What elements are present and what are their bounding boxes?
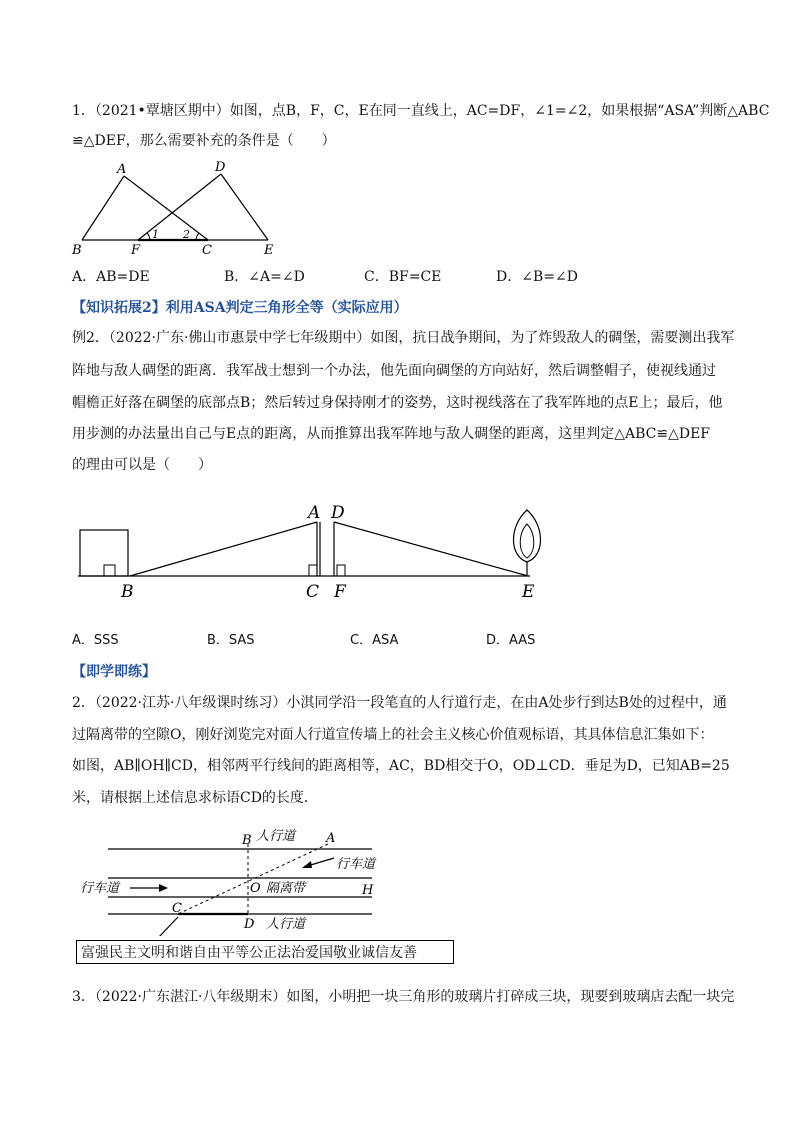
- sidewalk-bottom-label: 人行道: [266, 917, 306, 932]
- q1-choice-b[interactable]: B．∠A=∠D: [224, 269, 305, 285]
- label-e: E: [522, 582, 535, 602]
- ex2-choice-c[interactable]: C．ASA: [350, 633, 399, 648]
- ex2-line-4: 用步测的办法量出自己与E点的距离，从而推算出我军阵地与敌人碉堡的距离，这里判定△ABC≌△DEF: [72, 426, 711, 442]
- q1-line-1: 1．（2021•覃塘区期中）如图，点B，F，C，E在同一直线上，AC=DF，∠1=∠2，如果根据“ASA”判断△ABC: [72, 103, 770, 119]
- tree-inner: [520, 524, 534, 558]
- lane-right-label: 行车道: [336, 857, 376, 872]
- ex2-line-5: 的理由可以是（ ）: [72, 457, 212, 473]
- median-label: 隔离带: [266, 881, 306, 896]
- q2-line-1: 2．（2022·江苏·八年级课时练习）小淇同学沿一段笔直的人行道行走，在由A处步行到达B处的过程中，通: [72, 695, 727, 711]
- label-angle-2: 2: [183, 228, 190, 241]
- q3-line-1: 3．（2022·广东湛江·八年级期末）如图，小明把一块三角形的玻璃片打碎成三块，现要到玻璃店去配一块完: [72, 989, 735, 1005]
- q2-line-3: 如图，AB∥OH∥CD，相邻两平行线间的距离相等，AC，BD相交于O，OD⊥CD．垂足为D，已知AB=25: [72, 758, 730, 774]
- ex2-line-1: 例2．（2022·广东·佛山市惠景中学七年级期中）如图，抗日战争期间，为了炸毁敌人的碉堡，需要测出我军: [72, 330, 735, 346]
- q1-choice-a[interactable]: A．AB=DE: [72, 269, 150, 285]
- label-angle-1: 1: [152, 228, 159, 241]
- label-a: A: [117, 162, 127, 177]
- ex2-choice-a[interactable]: A．SSS: [72, 633, 119, 648]
- q2-road-figure: [72, 818, 392, 936]
- slogan-box: 富强民主文明和谐自由平等公正法治爱国敬业诚信友善: [76, 940, 454, 964]
- line-fd: [138, 174, 221, 240]
- ex2-line-3: 帽檐正好落在碉堡的底部点B；然后转过身保持刚才的姿势，这时视线落在了我军阵地的点E上；最后，他: [72, 395, 723, 411]
- label-c: C: [202, 243, 212, 258]
- sight-line-ab: [130, 522, 317, 576]
- tree-icon: [514, 510, 541, 562]
- label-b: B: [121, 582, 134, 602]
- label-d: D: [331, 503, 345, 523]
- label-f: F: [334, 582, 346, 602]
- ex2-choice-b[interactable]: B．SAS: [207, 633, 255, 648]
- ex2-line-2: 阵地与敌人碉堡的距离．我军战士想到一个办法，他先面向碉堡的方向站好，然后调整帽子，使视线通过: [72, 363, 716, 379]
- ex2-choice-d[interactable]: D．AAS: [486, 633, 536, 648]
- label-a: A: [308, 503, 321, 523]
- q1-choice-d[interactable]: D．∠B=∠D: [496, 269, 578, 285]
- label-d: D: [244, 917, 255, 932]
- lane-left-label: 行车道: [80, 881, 120, 896]
- line-ab: [82, 176, 124, 240]
- label-c: C: [306, 582, 320, 602]
- arrow-slogan-shaft: [158, 917, 178, 936]
- label-c: C: [172, 901, 182, 916]
- label-o: O: [250, 881, 261, 896]
- line-ac: [124, 176, 208, 240]
- q1-line-2: ≌△DEF，那么需要补充的条件是（ ）: [72, 133, 336, 149]
- q1-choice-c[interactable]: C．BF=CE: [364, 269, 442, 285]
- label-f: F: [131, 243, 141, 258]
- q2-line-4: 米，请根据上述信息求标语CD的长度．: [72, 790, 318, 806]
- right-angle-b: [104, 565, 115, 576]
- sidewalk-top-label: 人行道: [256, 829, 296, 844]
- arrow-left-lane-icon: [159, 884, 168, 892]
- label-e: E: [264, 243, 274, 258]
- right-angle-f: [337, 565, 345, 576]
- arrow-right-lane-icon: [302, 861, 312, 868]
- q1-triangle-figure: [68, 158, 288, 258]
- label-b: B: [72, 243, 82, 258]
- label-a: A: [326, 831, 336, 846]
- ex2-bunker-figure: [72, 498, 552, 608]
- label-b: B: [242, 833, 252, 848]
- practice-heading: 【即学即练】: [72, 664, 156, 680]
- line-de: [221, 174, 268, 240]
- label-d: D: [215, 160, 226, 175]
- section-heading: 【知识拓展2】利用ASA判定三角形全等（实际应用）: [72, 300, 408, 316]
- q2-line-2: 过隔离带的空隙O，刚好浏览完对面人行道宣传墙上的社会主义核心价值观标语，其具体信息汇集如下：: [72, 727, 714, 743]
- right-angle-c: [309, 565, 317, 576]
- line-ac: [178, 844, 328, 914]
- sight-line-de: [334, 522, 528, 576]
- label-h: H: [362, 883, 374, 898]
